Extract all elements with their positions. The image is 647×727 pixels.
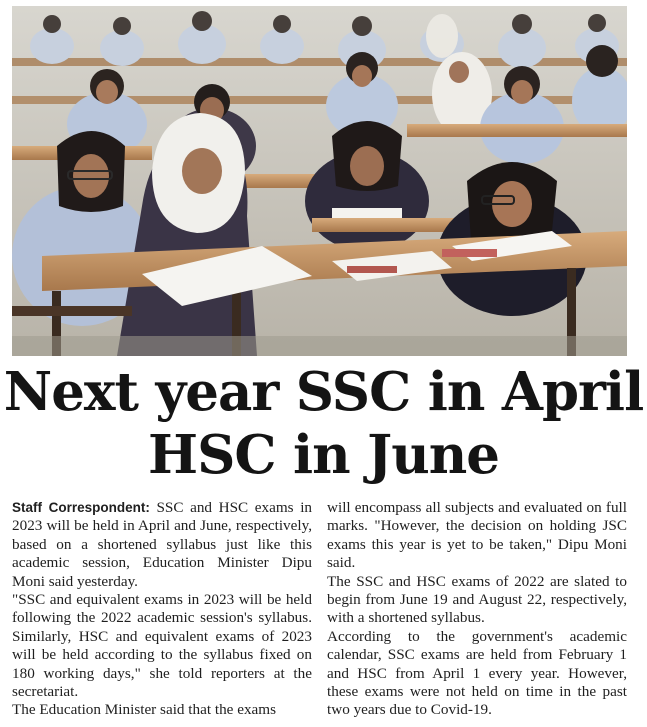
article-paragraph-6: According to the government's academic calendar, SSC exams are held from February 1 and HSC from April 1 every year. However, these exams were not held on time in the past two years due to Covid-19. (327, 627, 627, 719)
article-paragraph-2: "SSC and equivalent exams in 2023 will be held following the 2022 academic session's syllabus. Similarly, HSC and equivalent exams of 2023 will be held according to the syllabus fixed on 180 working days," she told reporters at the secretariat. (12, 591, 312, 701)
headline (0, 360, 647, 486)
paragraph-text: SSC and HSC exams in 2023 will be held in April and June, respectively, based on a shortened syllabus just like this academic session, Education Minister Dipu Moni said yesterday. (12, 499, 313, 590)
article-column-right (327, 499, 627, 720)
article-paragraph-5: The SSC and HSC exams of 2022 are slated to begin from June 19 and August 22, respectively, with a shortened syllabus. (327, 572, 627, 627)
article-column-left (12, 499, 312, 720)
headline-line-1: Next year SSC in April (3, 361, 644, 423)
headline-line-2: HSC in June (148, 424, 499, 486)
exam-hall-illustration (12, 6, 627, 356)
article-paragraph-1 (12, 499, 312, 591)
article-paragraph-4: will encompass all subjects and evaluated on full marks. "However, the decision on holding JSC exams this year is yet to be taken," Dipu Moni said. (327, 499, 627, 572)
exam-hall-photo (12, 6, 627, 356)
article-paragraph-3: The Education Minister said that the exams (12, 701, 277, 719)
byline: Staff Correspondent: (12, 500, 150, 515)
